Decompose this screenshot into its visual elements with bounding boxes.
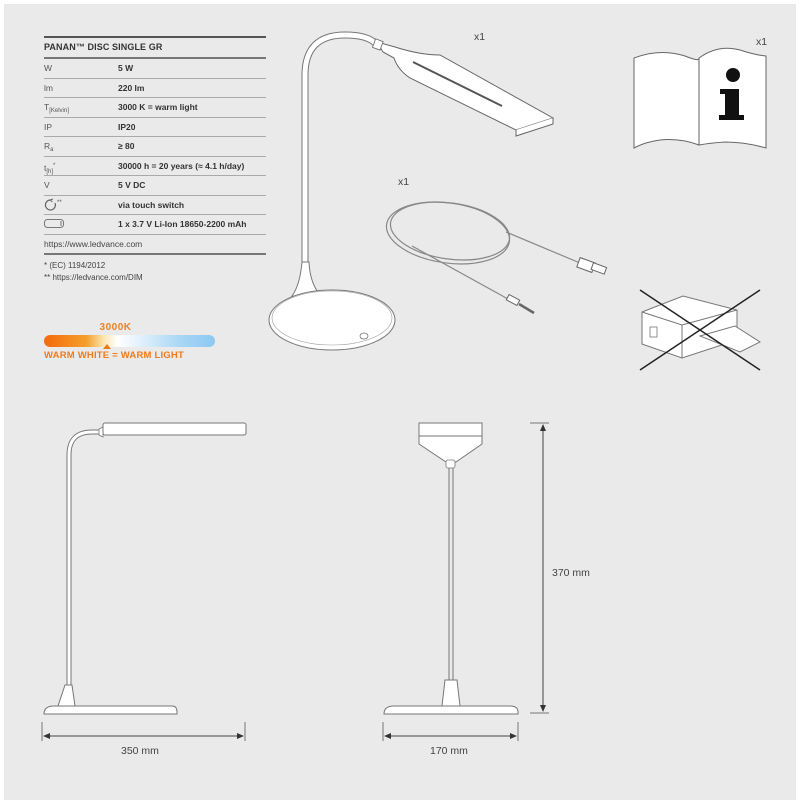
spec-key-sup: ** <box>57 199 62 206</box>
spec-key-sup: * <box>53 162 56 169</box>
spec-value: 5 W <box>118 63 134 73</box>
spec-value: IP20 <box>118 121 136 132</box>
cct-caption: WARM WHITE = WARM LIGHT <box>44 350 184 361</box>
spec-value: 220 lm <box>118 82 145 93</box>
spec-value: 3000 K = warm light <box>118 102 198 112</box>
footnote-dim-link: ** https://ledvance.com/DIM <box>44 273 143 282</box>
product-sheet <box>4 4 796 800</box>
cct-label: 3000K <box>99 322 132 333</box>
spec-key-main: R <box>44 141 51 151</box>
cable-quantity: x1 <box>398 176 410 188</box>
spec-key-main: T <box>44 102 50 112</box>
spec-key: W <box>44 63 53 73</box>
spec-key: lm <box>44 82 53 93</box>
depth-dimension-label: 170 mm <box>430 745 468 757</box>
width-dimension-label: 350 mm <box>121 745 159 757</box>
product-title: PANAN™ DISC SINGLE GR <box>44 36 266 59</box>
spec-value: via touch switch <box>118 199 185 210</box>
spec-value: 5 V DC <box>118 180 146 190</box>
manual-quantity: x1 <box>756 36 768 48</box>
spec-key-main: t <box>44 162 47 173</box>
spec-key-sub: [Kelvin] <box>49 108 69 114</box>
website-link[interactable]: https://www.ledvance.com <box>44 238 143 249</box>
spec-value: 30000 h = 20 years (≈ 4.1 h/day) <box>118 160 245 171</box>
height-dimension-label: 370 mm <box>552 567 590 579</box>
spec-value: 1 x 3.7 V Li-Ion 18650-2200 mAh <box>118 219 247 229</box>
spec-key-sub: a <box>50 147 54 153</box>
spec-key: V <box>44 180 50 190</box>
spec-key: IP <box>44 121 53 132</box>
spec-key-sub: [h] <box>46 168 54 175</box>
footnote-regulation: * (EC) 1194/2012 <box>44 261 106 270</box>
spec-value: ≥ 80 <box>118 141 135 151</box>
lamp-quantity: x1 <box>474 31 486 43</box>
